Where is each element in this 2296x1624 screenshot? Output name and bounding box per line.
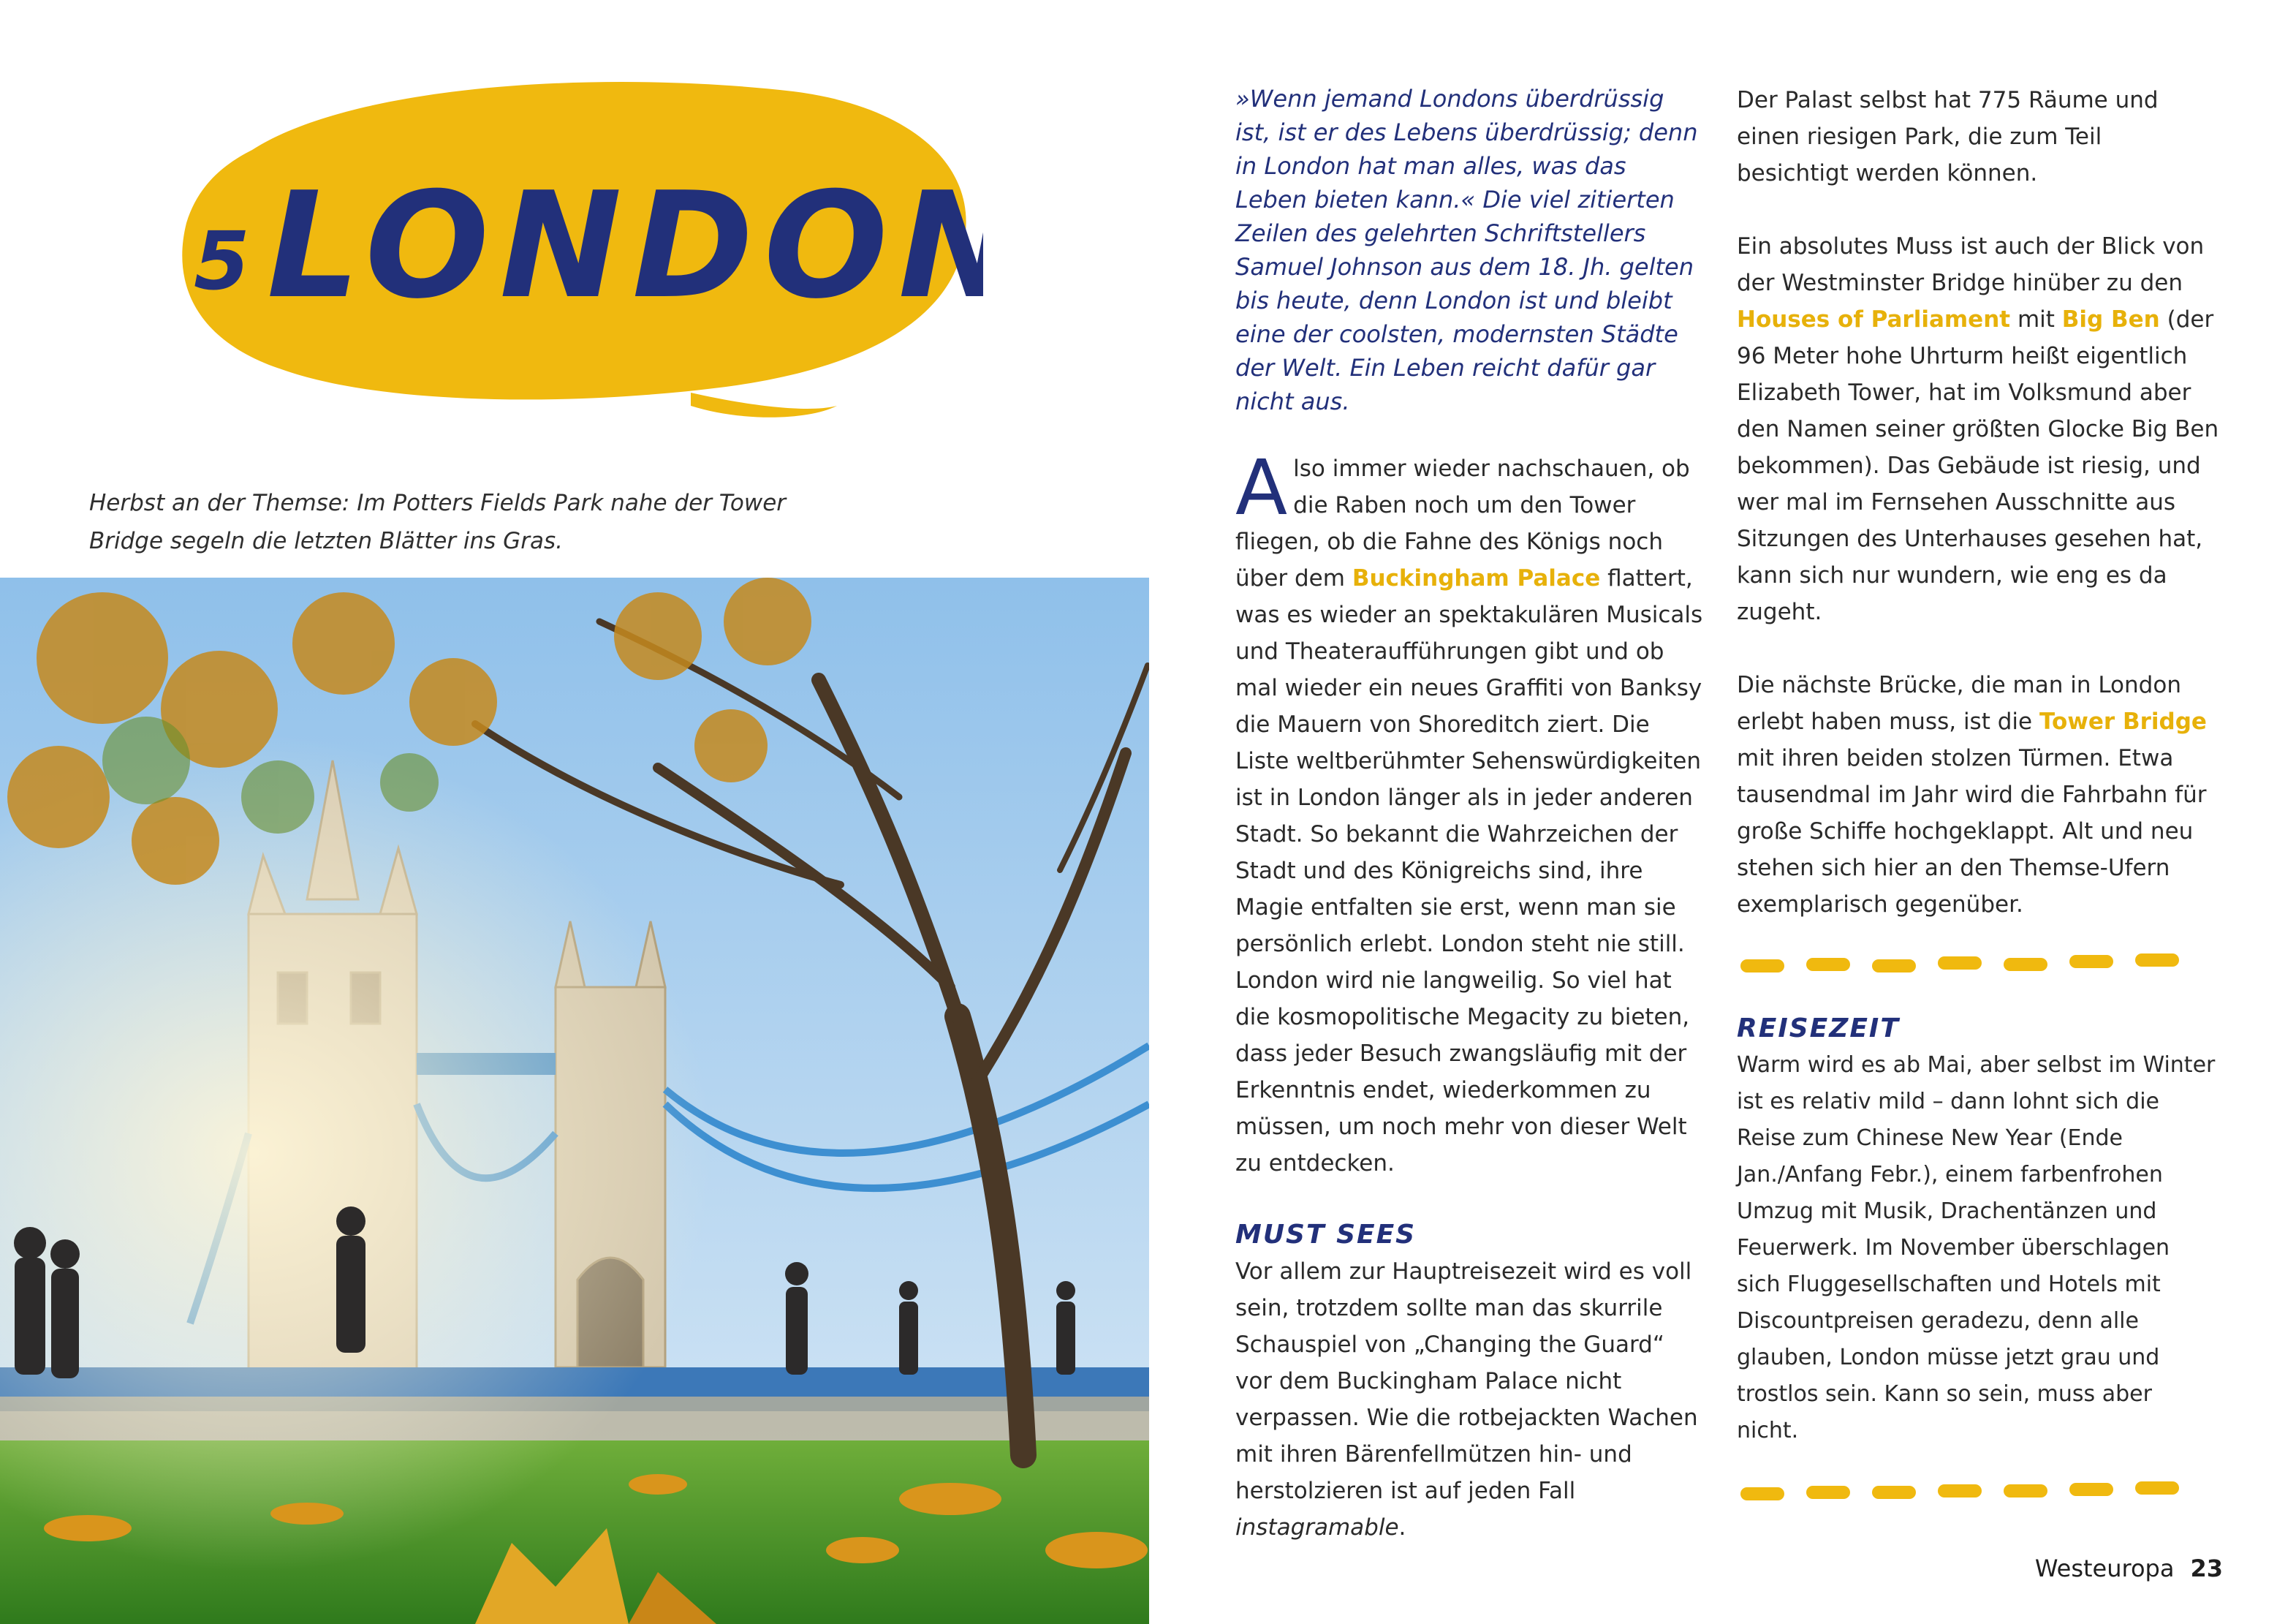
- page-number: 23: [2190, 1555, 2223, 1582]
- divider-dashes-bottom: [1737, 1471, 2205, 1515]
- tower-bridge-photo: [0, 578, 1149, 1624]
- intro-quote: »Wenn jemand Londons überdrüssig ist, ist er des Lebens überdrüssig; denn in London hat man alles, was das Leben bieten kann.« Die viel zitierten Zeilen des gelehrten Schriftstellers Samuel Johnson aus dem 18. Jh. gelten bis heute, denn London ist und bleibt eine der coolsten, modernsten Städte der Welt. Ein Leben reicht dafür gar nicht aus.: [1235, 85, 1698, 415]
- dropcap: A: [1235, 443, 1288, 532]
- title-brush-shape: [164, 62, 983, 428]
- title-city: LONDON: [267, 161, 983, 331]
- column-right: [1737, 82, 2219, 1515]
- tower-bridge-paragraph: Die nächste Brücke, die man in London erlebt haben muss, ist die Tower Bridge mit ihren beiden stolzen Türmen. Etwa tausendmal im Jahr wird die Fahrbahn für große Schiffe hochgeklappt. Alt und neu stehen sich hier an den Themse-Ufern exemplarisch gegenüber.: [1737, 672, 2207, 918]
- reisezeit-text: Warm wird es ab Mai, aber selbst im Winter ist es relativ mild – dann lohnt sich die Reise zum Chinese New Year (Ende Jan./Anfang Febr.), einem farbenfrohen Umzug mit Musik, Drachentänzen und Feuerwerk. Im November überschlagen sich Fluggesellschaften und Hotels mit Discountpreisen geradezu, denn alle glauben, London müsse jetzt grau und trostlos sein. Kann so sein, muss aber nicht.: [1737, 1052, 2216, 1443]
- must-sees-heading: MUST SEES: [1235, 1220, 1417, 1250]
- title-number: 5: [194, 214, 250, 308]
- page-footer: [2035, 1555, 2223, 1582]
- title-blob: [164, 62, 983, 428]
- highlight-tower-bridge: Tower Bridge: [2039, 709, 2207, 735]
- photo-caption: Herbst an der Themse: Im Potters Fields Park nahe der Tower Bridge segeln die letzten Blätter ins Gras.: [89, 490, 787, 554]
- must-sees-text: Vor allem zur Hauptreisezeit wird es voll sein, trotzdem sollte man das skurrile Schauspiel von „Changing the Guard“ vor dem Buckingham Palace nicht verpassen. Wie die rotbejackten Wachen mit ihren Bärenfellmützen hin- und herstolzieren ist auf jeden Fall instagramable.: [1235, 1258, 1698, 1541]
- highlight-houses-of-parliament: Houses of Parliament: [1737, 306, 2011, 333]
- column-main: [1235, 82, 1703, 1546]
- highlight-buckingham-palace: Buckingham Palace: [1352, 565, 1601, 592]
- palace-paragraph: Der Palast selbst hat 775 Räume und einen riesigen Park, die zum Teil besichtigt werden können.: [1737, 87, 2159, 186]
- footer-section: Westeuropa: [2034, 1555, 2175, 1582]
- westminster-paragraph: Ein absolutes Muss ist auch der Blick von der Westminster Bridge hinüber zu den Houses of Parliament mit Big Ben (der 96 Meter hohe Uhrturm heißt eigentlich Elizabeth Tower, hat im Volksmund aber den Namen seiner größten Glocke Big Ben bekommen). Das Gebäude ist riesig, und wer mal im Fernsehen Ausschnitte aus Sitzungen des Unterhauses gesehen hat, kann sich nur wundern, wie eng es da zugeht.: [1737, 233, 2219, 625]
- highlight-big-ben: Big Ben: [2061, 306, 2160, 333]
- intro-paragraph: Also immer wieder nachschauen, ob die Raben noch um den Tower fliegen, ob die Fahne des Königs noch über dem Buckingham Palace flattert, was es wieder an spektakulären Musicals und Theateraufführungen gibt und ob mal wieder ein neues Graffiti von Banksy die Mauern von Shoreditch ziert. Die Liste weltberühmter Sehenswürdigkeiten ist in London länger als in jeder anderen Stadt. So bekannt die Wahrzeichen der Stadt und des Königreichs sind, ihre Magie entfalten sie erst, wenn man sie persönlich erlebt. London steht nie still. London wird nie langweilig. So viel hat die kosmopolitische Megacity zu bieten, dass jeder Besuch zwangsläufig mit der Erkenntnis endet, wiederkommen zu müssen, um noch mehr von dieser Welt zu entdecken.: [1235, 443, 1703, 1177]
- reisezeit-heading: REISEZEIT: [1737, 1013, 1900, 1043]
- divider-dashes-top: [1737, 945, 2205, 989]
